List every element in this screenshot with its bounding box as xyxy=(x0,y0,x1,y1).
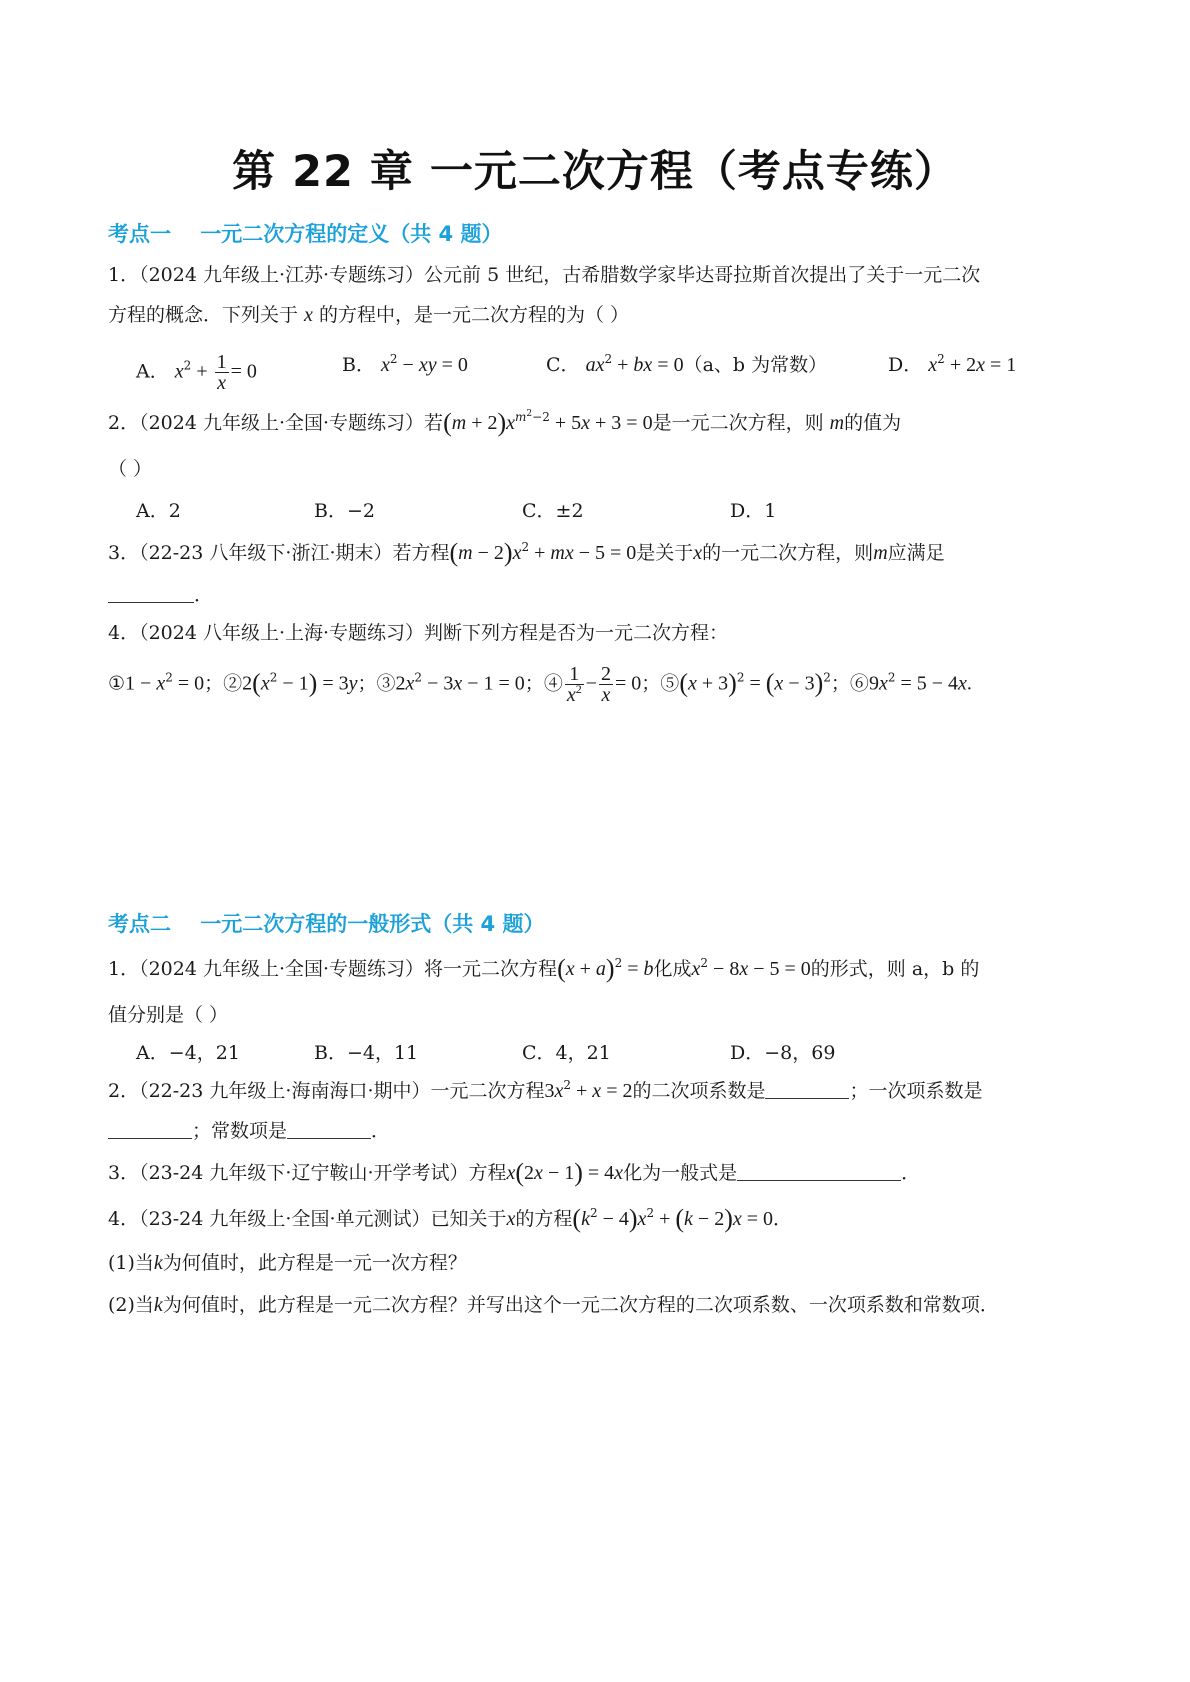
s2-q3-line1: 3．（23-24 九年级下·辽宁鞍山·开学考试）方程x(2x − 1) = 4x化为一般式是 ． xyxy=(108,1158,921,1187)
s2-q1-line2: 值分别是（ ） xyxy=(108,1004,229,1026)
s2-q1-option-c: C．4，21 xyxy=(522,1042,611,1064)
s1-q2-option-b: B．−2 xyxy=(314,500,375,522)
s1-q2-line1: 2．（2024 九年级上·全国·专题练习）若$(m + 2)x^{m^2-2} + 5x + 3 = 0$是一元二次方程，则 m的值为 xyxy=(108,408,902,437)
s1-q1-option-a: A． $x^2$ + $\frac{1}{x}$ = 0 xyxy=(136,351,257,394)
page-title: 第 22 章 一元二次方程（考点专练） xyxy=(232,147,958,197)
s1-q2-option-d: D．1 xyxy=(730,500,777,522)
s1-q4-equations: ①1 − $x^2 = 0$；$②2(x^2 - 1) = 3y$；$③2x^2 - 3x - 1 = 0$；④ $\frac{1}{x^2}$ − $\frac{2}{x}$ = 0；⑤(x + $3)^2 = (x - 3)^2$；$⑥9x^2 = 5 - 4x$. xyxy=(108,663,972,706)
s1-q1-line1: 1．（2024 九年级上·江苏·专题练习）公元前 5 世纪，古希腊数学家毕达哥拉斯首次提出了关于一元二次 xyxy=(108,264,981,286)
s1-q3-line2: ． xyxy=(108,582,213,608)
s1-q1-option-c: C． $ax^2$ + bx = 0（a、b 为常数） xyxy=(546,352,828,376)
s1-q3-line1: 3．（22-23 八年级下·浙江·期末）若方程$(m - 2)x^2$ + mx − 5 = 0是关于x的一元二次方程，则m应满足 xyxy=(108,538,945,567)
s2-q1-option-d: D．−8，69 xyxy=(730,1042,836,1064)
s1-q1-option-b: B． $x^2$ − xy = 0 xyxy=(342,352,468,376)
s2-q4-sub1: (1)当k为何值时，此方程是一元一次方程？ xyxy=(108,1252,467,1274)
s1-q1-option-d: D． $x^2 + 2x = 1$ xyxy=(888,352,1017,376)
section-heading-2: 考点二 一元二次方程的一般形式（共 4 题） xyxy=(108,912,545,936)
s1-q2-option-a: A．2 xyxy=(136,500,181,522)
s1-q2-line2: （ ） xyxy=(108,458,153,480)
section-heading-1: 考点一 一元二次方程的定义（共 4 题） xyxy=(108,222,503,246)
s2-q2-line1: 2．（22-23 九年级上·海南海口·期中）一元二次方程$3x^2 + x = 2$的二次项系数是 ；一次项系数是 xyxy=(108,1078,983,1102)
s1-q3-answer-blank xyxy=(108,584,194,603)
s1-q4-line1: 4．（2024 八年级上·上海·专题练习）判断下列方程是否为一元二次方程： xyxy=(108,622,729,644)
s1-q2-option-c: C．±2 xyxy=(522,500,584,522)
s2-q1-option-b: B．−4，11 xyxy=(314,1042,419,1064)
s2-q1-line1: 1．（2024 九年级上·全国·专题练习）将一元二次方程$(x + a)^2 = b$化成$x^2 - 8x - 5 = 0$的形式，则 a，b 的 xyxy=(108,954,980,983)
s2-q4-line1: 4．（23-24 九年级上·全国·单元测试）已知关于x的方程$(k^2 - 4)x^2 + (k - 2)x = 0$． xyxy=(108,1204,793,1233)
s2-q2-line2: ；常数项是 ． xyxy=(108,1118,390,1144)
s2-q4-sub2: (2)当k为何值时，此方程是一元二次方程？并写出这个一元二次方程的二次项系数、一次项系数和常数项． xyxy=(108,1294,999,1316)
s2-q1-option-a: A．−4，21 xyxy=(136,1042,240,1064)
s1-q1-line2: 方程的概念．下列关于 x 的方程中，是一元二次方程的为（ ） xyxy=(108,304,630,326)
